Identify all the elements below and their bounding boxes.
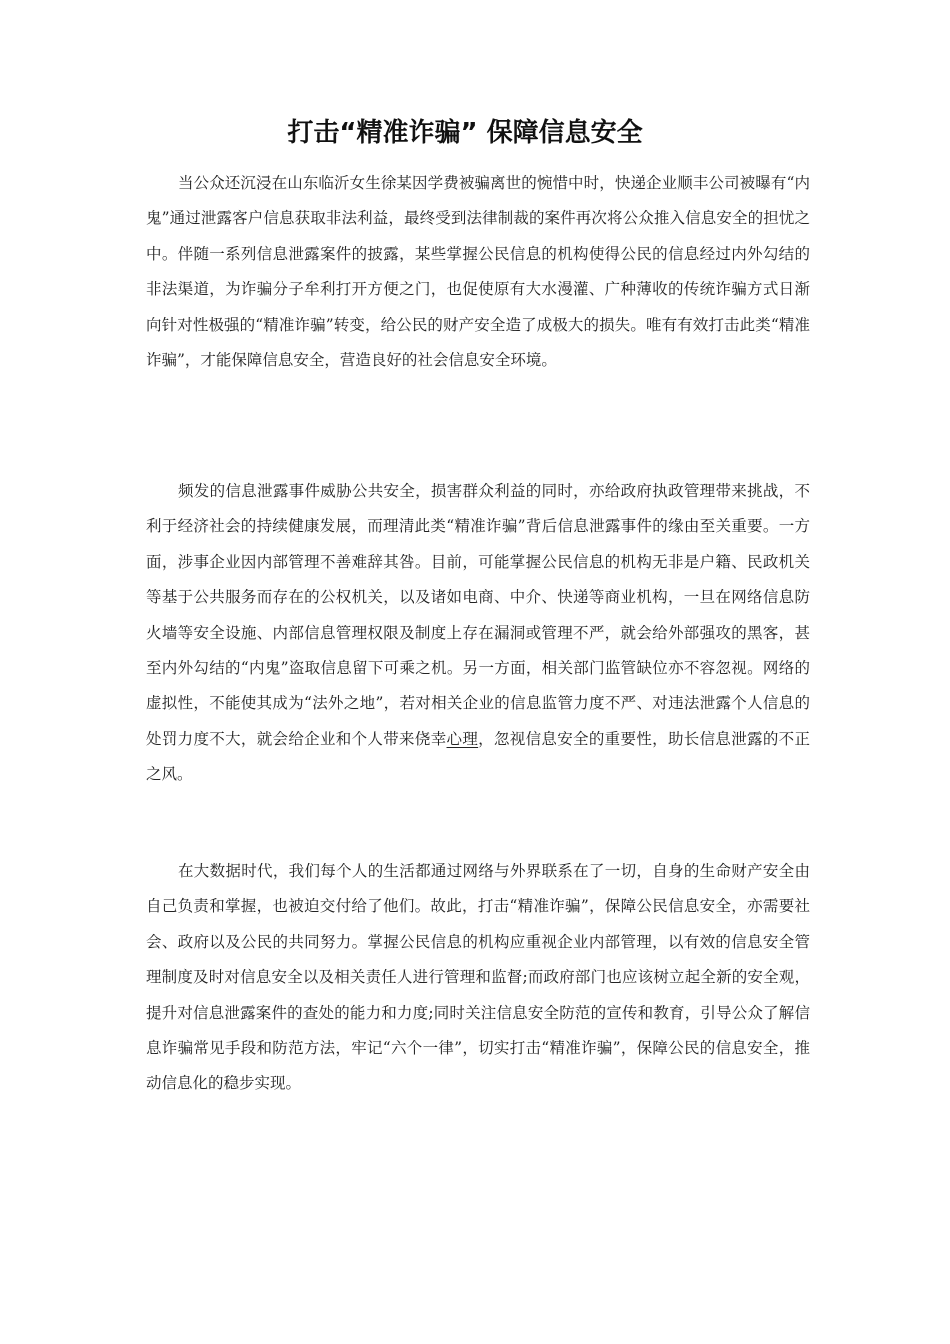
paragraph-3: 在大数据时代，我们每个人的生活都通过网络与外界联系在了一切，自身的生命财产安全由自己负责和掌握，也被迫交付给了他们。故此，打击“精准诈骗”，保障公民信息安全，亦需要社会、政府以及公民的共同努力。掌握公民信息的机构应重视企业内部管理，以有效的信息安全管理制度及时对信息安全以及相关责任人进行管理和监督;而政府部门也应该树立起全新的安全观，提升对信息泄露案件的查处的能力和力度;同时关注信息安全防范的宣传和教育，引导公众了解信息诈骗常见手段和防范方法，牢记“六个一律”，切实打击“精准诈骗”，保障公民的信息安全，推动信息化的稳步实现。 [146,862,810,1093]
paragraph-1: 当公众还沉浸在山东临沂女生徐某因学费被骗离世的惋惜中时，快递企业顺丰公司被曝有“内鬼”通过泄露客户信息获取非法利益，最终受到法律制裁的案件再次将公众推入信息安全的担忧之中。伴随一系列信息泄露案件的披露，某些掌握公民信息的机构使得公民的信息经过内外勾结的非法渠道，为诈骗分子牟利打开方便之门，也促使原有大水漫灌、广种薄收的传统诈骗方式日渐向针对性极强的“精准诈骗”转变，给公民的财产安全造了成极大的损失。唯有有效打击此类“精准诈骗”，才能保障信息安全，营造良好的社会信息安全环境。 [146,174,810,370]
paragraph-2-text-before-link: 频发的信息泄露事件威胁公共安全，损害群众利益的同时，亦给政府执政管理带来挑战，不利于经济社会的持续健康发展，而理清此类“精准诈骗”背后信息泄露事件的缘由至关重要。一方面，涉事企业因内部管理不善难辞其咎。目前，可能掌握公民信息的机构无非是户籍、民政机关等基于公共服务而存在的公权机关，以及诸如电商、中介、快递等商业机构，一旦在网络信息防火墙等安全设施、内部信息管理权限及制度上存在漏洞或管理不严，就会给外部强攻的黑客，甚至内外勾结的“内鬼”盗取信息留下可乘之机。另一方面，相关部门监管缺位亦不容忽视。网络的虚拟性，不能使其成为“法外之地”，若对相关企业的信息监管力度不严、对违法泄露个人信息的处罚力度不大，就会给企业和个人带来侥幸 [146,482,810,748]
paragraph-2-text-after-link: ，忽视信息安全的重要性，助长信息泄露的不正之风。 [146,729,810,784]
psychology-link[interactable]: 心理 [446,729,479,748]
paragraph-2 [146,474,810,793]
document-title: 打击“精准诈骗” 保障信息安全 [287,118,643,148]
